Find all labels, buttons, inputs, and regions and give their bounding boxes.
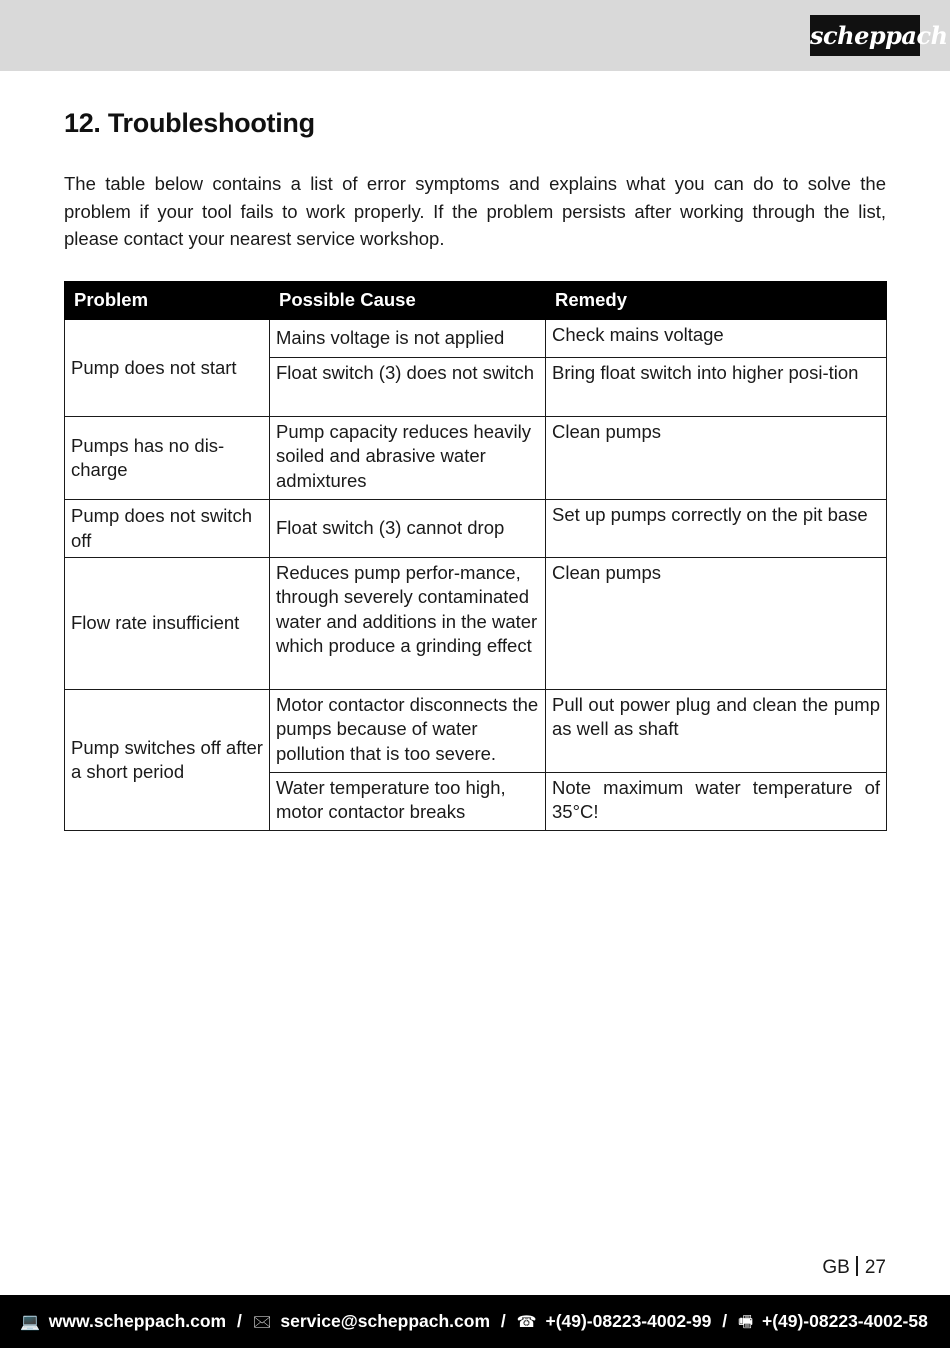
footer-bar [0, 1295, 950, 1348]
problem-cell: Pump does not switch off [65, 500, 270, 558]
remedy-cell: Check mains voltage [546, 320, 887, 358]
table-row [65, 690, 887, 773]
phone-number[interactable]: +(49)-08223-4002-99 [545, 1311, 712, 1331]
cause-cell: Reduces pump perfor-mance, through severely contaminated water and additions in the water which produce a grinding effect [270, 558, 546, 690]
header-band [0, 0, 950, 71]
footer-separator: / [237, 1311, 242, 1331]
cause-cell: Float switch (3) cannot drop [270, 500, 546, 558]
table-row [65, 500, 887, 558]
language-code: GB [822, 1257, 850, 1278]
table-header-row [65, 282, 887, 320]
intro-paragraph: The table below contains a list of error symptoms and explains what you can do to solve the problem if your tool fails to work properly. If the problem persists after working through the list, please contact your nearest service workshop. [64, 173, 886, 249]
column-header-cause: Possible Cause [270, 282, 546, 320]
table-row [65, 320, 887, 358]
cause-cell: Float switch (3) does not switch [270, 358, 546, 417]
column-header-problem: Problem [65, 282, 270, 320]
page-separator [856, 1256, 858, 1276]
remedy-cell: Note maximum water temperature of 35°C! [546, 773, 887, 831]
page-title: 12. Troubleshooting [64, 108, 315, 138]
brand-logo[interactable]: scheppach [810, 15, 920, 56]
problem-cell: Pump switches off after a short period [65, 690, 270, 831]
problem-cell: Flow rate insufficient [65, 558, 270, 690]
cause-cell: Pump capacity reduces heavily soiled and abrasive water admixtures [270, 417, 546, 500]
fax-number: +(49)-08223-4002-58 [761, 1311, 928, 1331]
phone-icon: ☎ [516, 1314, 537, 1331]
remedy-cell: Bring float switch into higher posi-tion [546, 358, 887, 417]
table-row [65, 417, 887, 500]
column-header-remedy: Remedy [546, 282, 887, 320]
remedy-cell: Clean pumps [546, 417, 887, 500]
email-link[interactable]: service@scheppach.com [280, 1311, 491, 1331]
cause-cell: Mains voltage is not applied [270, 320, 546, 358]
page-number [822, 1256, 886, 1279]
page-number-value: 27 [864, 1257, 886, 1278]
table-row [65, 558, 887, 690]
computer-icon: 💻 [20, 1314, 40, 1331]
cause-cell: Motor contactor disconnects the pumps because of water pollution that is too severe. [270, 690, 546, 773]
remedy-cell: Set up pumps correctly on the pit base [546, 500, 887, 558]
problem-cell: Pumps has no dis-charge [65, 417, 270, 500]
remedy-cell: Pull out power plug and clean the pump as well as shaft [546, 690, 887, 773]
footer-separator: / [500, 1311, 506, 1331]
envelope-icon: 🖂 [252, 1314, 272, 1331]
fax-icon: 🖷 [737, 1314, 754, 1331]
troubleshooting-table [64, 281, 887, 831]
website-link[interactable]: www.scheppach.com [48, 1311, 227, 1331]
remedy-cell: Clean pumps [546, 558, 887, 690]
cause-cell: Water temperature too high, motor contactor breaks [270, 773, 546, 831]
problem-cell: Pump does not start [65, 320, 270, 417]
footer-separator: / [722, 1311, 728, 1331]
